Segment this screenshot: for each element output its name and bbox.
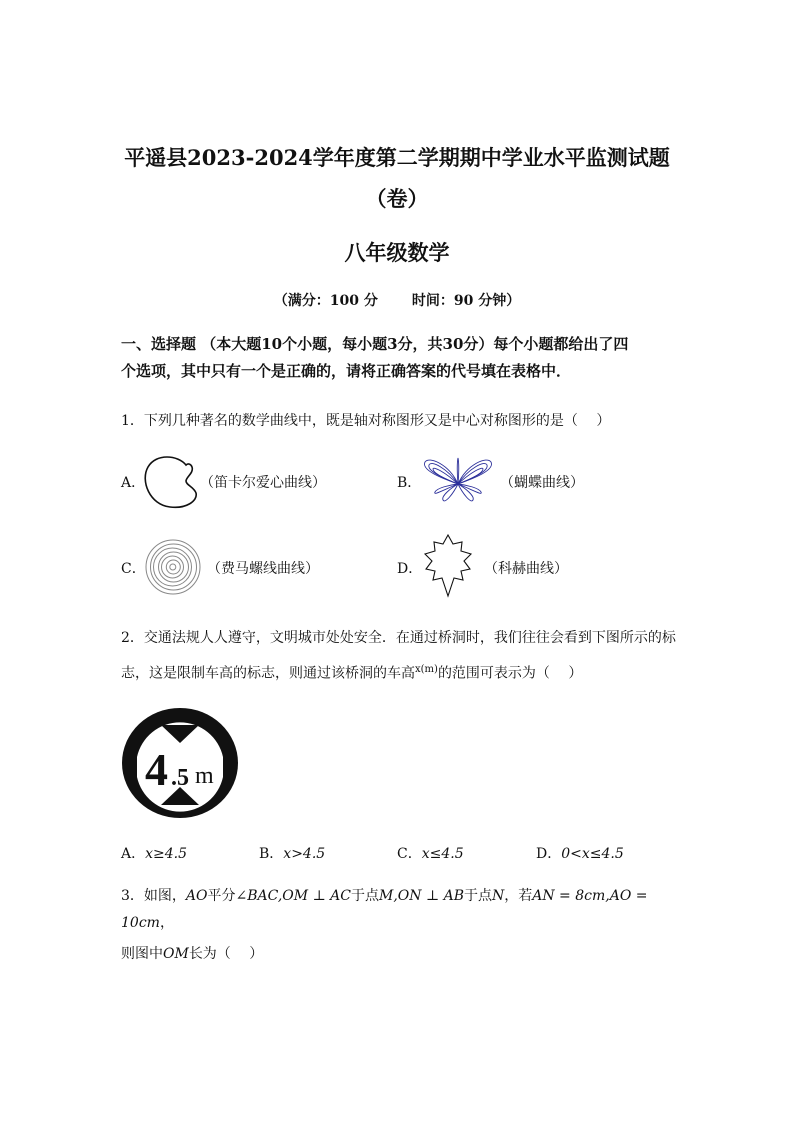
sign-unit: m (195, 763, 214, 789)
koch-snowflake-icon (414, 532, 482, 600)
exam-meta (0, 290, 794, 310)
q1-option-a-caption: （笛卡尔爱心曲线） (200, 475, 326, 491)
q2-option-c: C．x≤4.5 (397, 846, 464, 862)
exam-title: 平遥县2023-2024学年度第二学期期中学业水平监测试题 (124, 145, 670, 170)
q1-option-d-label: D． (397, 561, 423, 577)
q1-option-c-caption: （费马螺线曲线） (207, 561, 319, 577)
sign-number-big: 4 (145, 744, 168, 795)
q1-option-b-caption: （蝴蝶曲线） (500, 475, 584, 491)
q2-option-a: A．x≥4.5 (121, 846, 188, 862)
question-2-line2: 志，这是限制车高的标志，则通过该桥洞的车高$^{x(m)}$的范围可表示为（ ） (121, 664, 583, 682)
question-2-line1: 2．交通法规人人遵守，文明城市处处安全．在通过桥洞时，我们往往会看到下图所示的标 (121, 630, 676, 646)
q2-option-b: B．x>4.5 (259, 846, 326, 862)
fermat-spiral-icon (143, 538, 203, 596)
sign-number-decimal: .5 (171, 765, 189, 791)
height-limit-sign (121, 707, 239, 819)
section-heading (121, 331, 681, 385)
q2-option-d: D．0<x≤4.5 (536, 846, 624, 862)
height-variable: x(m) (415, 664, 438, 675)
question-2-text (121, 625, 681, 688)
question-3-line2: 则图中OM长为（ ） (121, 946, 264, 962)
q1-option-a-label: A． (121, 475, 146, 491)
exam-time: 时间：90 分钟） (411, 293, 521, 309)
q1-option-d-caption: （科赫曲线） (484, 561, 568, 577)
question-1-text: 1．下列几种著名的数学曲线中，既是轴对称图形又是中心对称图形的是（ ） (121, 413, 611, 429)
full-score: （满分：100 分 (273, 293, 378, 309)
subject-title: 八年级数学 (344, 240, 450, 265)
section-heading-line2: 个选项，其中只有一个是正确的，请将正确答案的代号填在表格中． (121, 362, 572, 380)
q1-option-b-label: B． (397, 475, 422, 491)
cardioid-icon (142, 453, 200, 509)
question-3-text (121, 883, 681, 968)
section-heading-line1: 一、选择题 （本大题10个小题，每小题3分，共30分）每个小题都给出了四 (121, 335, 629, 353)
butterfly-curve-icon (421, 454, 496, 508)
exam-title-paper-type: （卷） (365, 186, 429, 211)
q1-option-c-label: C． (121, 561, 146, 577)
question-3-line1: 3．如图，AO平分∠BAC,OM ⊥ AC于点M,ON ⊥ AB于点N，若AN = 8cm,AO = 10cm， (121, 888, 648, 931)
